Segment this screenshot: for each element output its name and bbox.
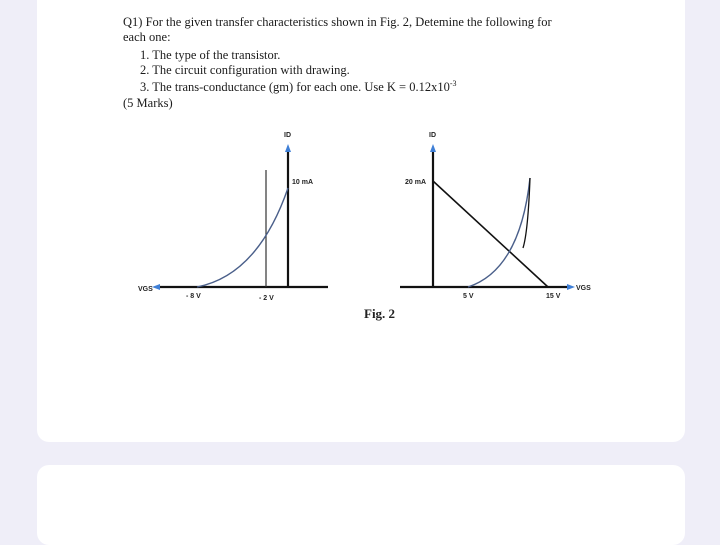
right-tick-label: 15 V xyxy=(546,293,561,300)
item-number: 1. xyxy=(140,48,150,62)
left-x-arrow-icon xyxy=(152,284,160,290)
question-line-2: each one: xyxy=(123,30,171,44)
right-graph xyxy=(400,132,591,300)
item-text: The circuit configuration with drawing. xyxy=(152,63,350,77)
left-tick-label: - 2 V xyxy=(259,295,274,302)
exponent: -3 xyxy=(449,78,457,88)
marks-label: (5 Marks) xyxy=(123,96,173,110)
left-graph xyxy=(138,132,328,302)
question-line-1: Q1) For the given transfer characteristics shown in Fig. 2, Detemine the following for xyxy=(123,15,552,29)
left-transfer-curve xyxy=(197,188,288,287)
item-text: The type of the transistor. xyxy=(152,48,281,62)
right-x-axis-label: VGS xyxy=(576,285,591,292)
figure-caption: Fig. 2 xyxy=(364,306,396,321)
left-tick-label: - 8 V xyxy=(186,293,201,300)
right-x-arrow-icon xyxy=(567,284,575,290)
right-y-axis-label: ID xyxy=(429,132,436,139)
left-current-label: 10 mA xyxy=(292,179,314,186)
item-number: 2. xyxy=(140,63,150,77)
right-load-line xyxy=(433,181,548,287)
item-number: 3. xyxy=(140,80,150,94)
right-transfer-curve xyxy=(468,178,530,287)
left-y-axis-label: ID xyxy=(284,132,291,139)
item-text: The trans-conductance (gm) for each one. Use K = 0.12x10 xyxy=(152,80,450,94)
right-tick-label: 5 V xyxy=(463,293,474,300)
right-y-arrow-icon xyxy=(430,144,436,152)
left-x-axis-label: VGS xyxy=(138,286,153,293)
left-y-arrow-icon xyxy=(285,144,291,152)
right-current-label: 20 mA xyxy=(405,179,427,186)
